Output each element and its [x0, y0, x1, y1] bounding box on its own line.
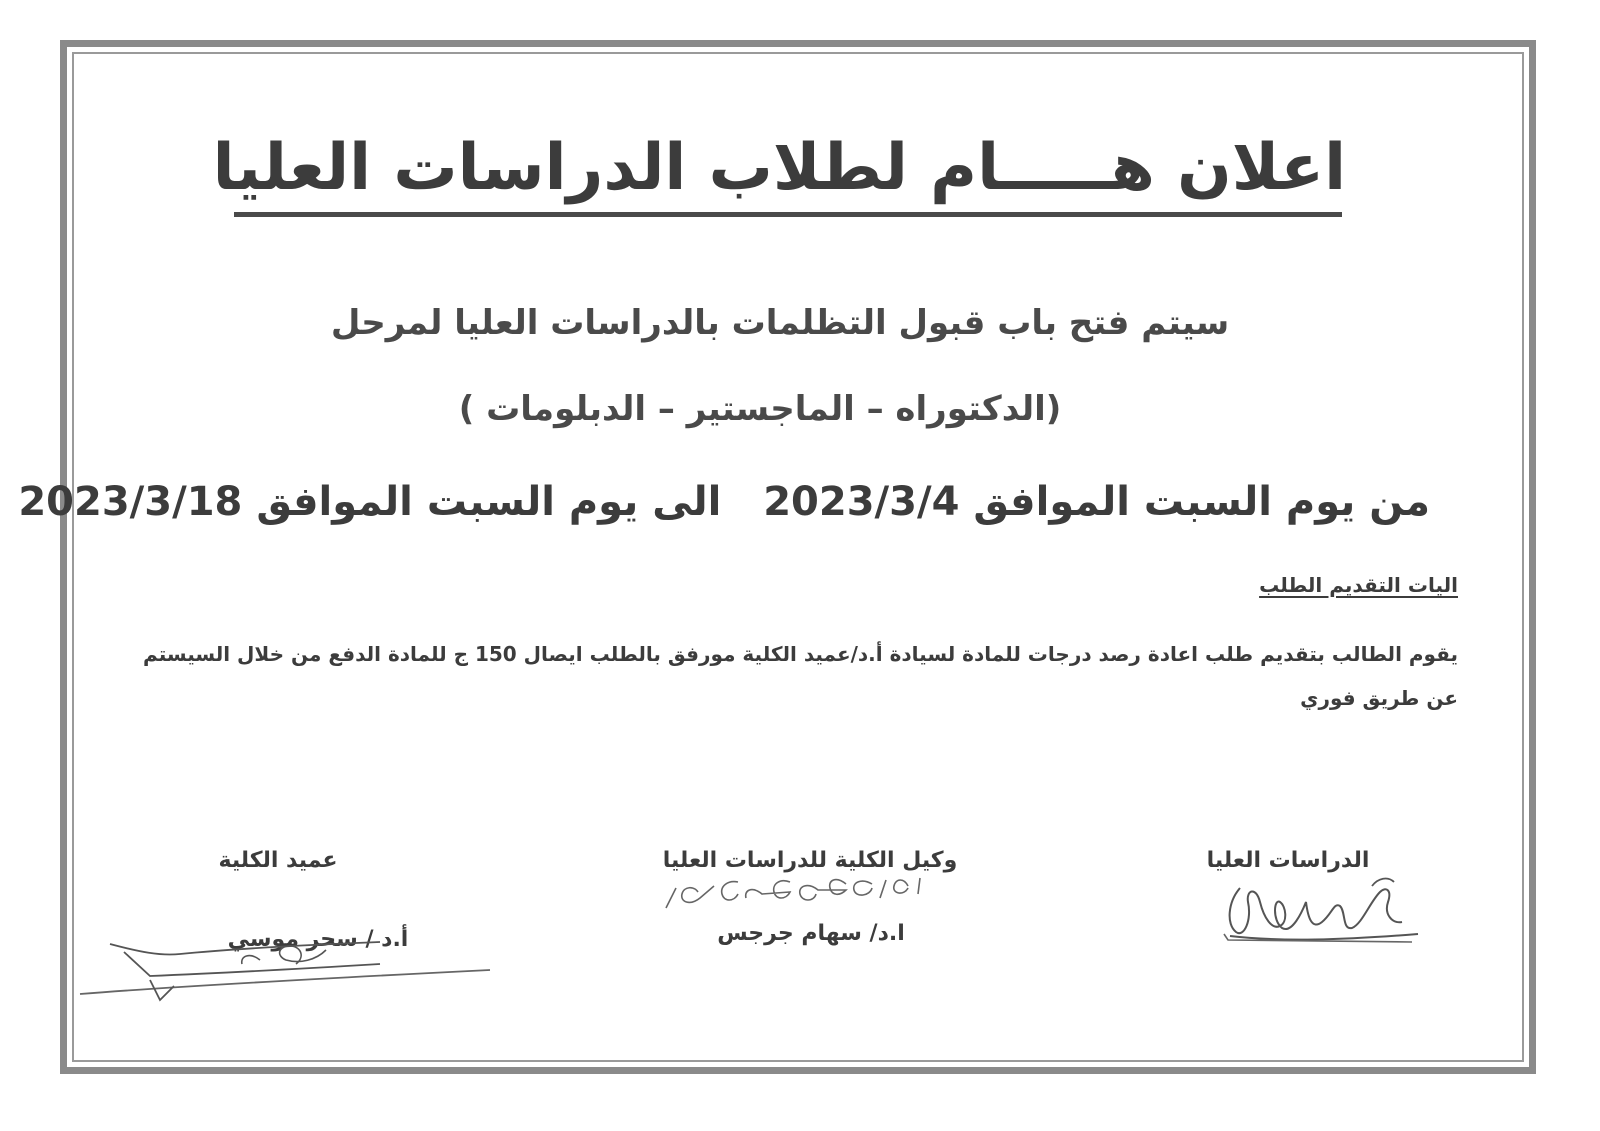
announcement-title: اعلان هـــــام لطلاب الدراسات العليا: [212, 131, 1346, 205]
title-underline: [234, 212, 1342, 217]
vice-dean-title: وكيل الكلية للدراسات العليا: [662, 848, 958, 873]
degrees-line: (الدكتوراه – الماجستير – الدبلومات ): [458, 389, 1062, 429]
period-end-date: 2023/3/18: [18, 479, 243, 525]
graduate-studies-signature: [1222, 872, 1422, 968]
intro-line: سيتم فتح باب قبول التظلمات بالدراسات العليا لمرحل: [330, 303, 1230, 343]
dean-title: عميد الكلية: [218, 848, 338, 873]
section-heading: اليات التقديم الطلب: [1259, 573, 1458, 597]
period-line: [18, 474, 1430, 530]
period-end-text: الى يوم السبت الموافق: [256, 479, 722, 525]
graduate-studies-title: الدراسات العليا: [1206, 848, 1370, 873]
vice-dean-signature: [658, 872, 928, 916]
dean-name: أ.د / سحر موسي: [227, 927, 409, 952]
period-start-text: من يوم السبت الموافق: [973, 479, 1430, 525]
period-start-date: 2023/3/4: [763, 479, 960, 525]
vice-dean-name: ا.د/ سهام جرجس: [717, 921, 905, 946]
dean-signature: [80, 930, 520, 1030]
body-paragraph: يقوم الطالب بتقديم طلب اعادة رصد درجات للمادة لسيادة أ.د/عميد الكلية مورفق بالطلب ايصال 150 ج للمادة الدفع من خلال السيستم عن طريق فوري: [143, 642, 1458, 710]
